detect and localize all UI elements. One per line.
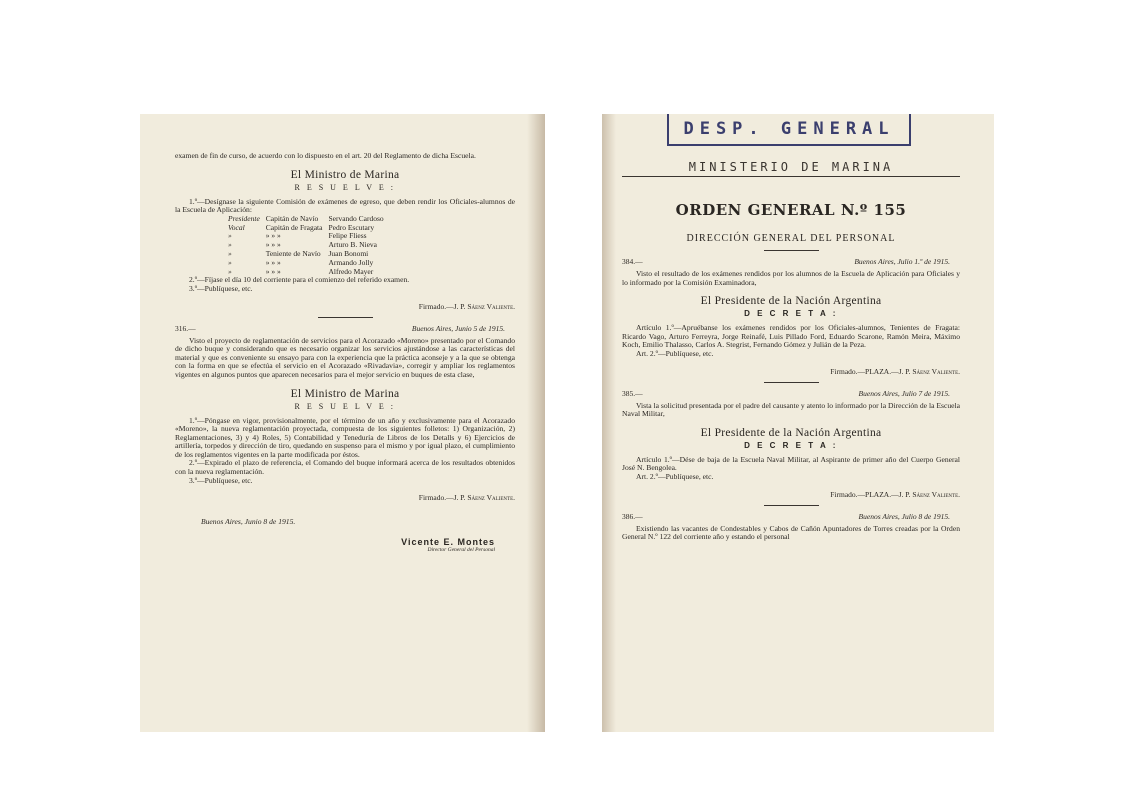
entry-number: 384.—	[622, 257, 643, 266]
roster-row: Vocal Capitán de Fragata Pedro Escutary	[228, 222, 375, 232]
divider	[764, 382, 819, 383]
article-1: 1.º—Desígnase la siguiente Comisión de exámenes de egreso, que deben rendir los Oficiales-alumnos de la Escuela de Aplicación:	[175, 196, 515, 215]
resuelve-2: R E S U E L V E :	[294, 401, 396, 411]
signature-line-1: Firmado.—J. P. Sáenz Valiente.	[418, 301, 515, 311]
article-2-384: Art. 2.º—Publíquese, etc.	[636, 348, 714, 358]
entry-date: Buenos Aires, Julio 1.º de 1915.	[854, 257, 950, 266]
visto-paragraph: Existiendo las vacantes de Condestables y Cabos de Cañón Apuntadores de Torres creadas por la Orden General N.º 122 del corriente año y estando el personal	[622, 523, 960, 542]
minister-heading-2: El Ministro de Marina	[290, 387, 400, 400]
decreta-2: D E C R E T A :	[744, 440, 838, 450]
president-heading-1: El Presidente de la Nación Argentina	[700, 295, 882, 308]
ministry-header: MINISTERIO DE MARINA	[622, 160, 960, 177]
visto-paragraph: Vista la solicitud presentada por el padre del causante y atento lo informado por la Dirección de la Escuela Naval Militar,	[622, 400, 960, 419]
left-page	[140, 114, 545, 732]
signature-line-2: Firmado.—J. P. Sáenz Valiente.	[418, 493, 515, 503]
entry-number: 316.—	[175, 323, 196, 333]
roster-row: » » » » Felipe Fliess	[228, 231, 367, 241]
order-title: ORDEN GENERAL N.º 155	[675, 201, 907, 219]
visto-paragraph: Visto el proyecto de reglamentación de servicios para el Acorazado «Moreno» presentado por el Comando de dicho buque y considerando que es necesario organizar los servicios ajustándose a las características del material y que es conveniente su ensayo para con la experiencia que la práctica aconseje y a la que se obtenga con la forma en que se efectúa el servicio en el Acorazado «Rivadavia», corregir y ampliar los reglamentos vigentes en algunos puntos que aparecen necesarios para el mejor servicio en buques de esta clase,	[175, 335, 515, 379]
roster-row: » » » » Arturo B. Nieva	[228, 240, 377, 250]
right-page	[602, 114, 994, 732]
entry-316-header	[175, 324, 515, 333]
entry-385-header	[622, 389, 960, 398]
entry-number: 385.—	[622, 388, 643, 398]
divider	[764, 250, 819, 251]
article-3: 3.º—Publíquese, etc.	[189, 283, 253, 293]
signatory-role: Director General del Personal	[427, 546, 495, 553]
resuelve-1: R E S U E L V E :	[294, 182, 396, 192]
closing-date: Buenos Aires, Junio 8 de 1915.	[201, 517, 296, 527]
minister-heading-1: El Ministro de Marina	[290, 168, 400, 181]
entry-number: 386.—	[622, 511, 643, 521]
signature-line-384: Firmado.—PLAZA.—J. P. Sáenz Valiente.	[830, 366, 960, 376]
divider	[318, 317, 373, 318]
article-1b: 1.º—Póngase en vigor, provisionalmente, por el término de un año y exclusivamente para el Acorazado «Moreno», la nueva reglamentación proyectada, compuesta de los siguientes folletos: 1) Organización, 2) Reglamentaciones, 3) y 4) Roles, 5) Contabilidad y Teneduría de Libros de los Detalls y 6) Ejercicios de artillería, torpedos y dirección de tiro, quedando en suspenso para el mismo y por igual plazo, el cumplimiento de los reglamentos vigentes en la parte modificada por éstos.	[175, 415, 515, 459]
entry-384-header	[622, 257, 960, 266]
divider	[764, 505, 819, 506]
direction-title: DIRECCIÓN GENERAL DEL PERSONAL	[686, 233, 896, 244]
roster-row: Presidente Capitán de Navío Servando Cardoso	[228, 213, 384, 223]
dispatch-stamp: DESP. GENERAL	[667, 114, 911, 146]
signatory-block	[175, 537, 495, 553]
roster-row: » » » » Armando Jolly	[228, 257, 374, 267]
signatory-name: Vicente E. Montes	[401, 536, 495, 547]
article-3b: 3.º—Publíquese, etc.	[189, 475, 253, 485]
article-2b: 2.º—Expirado el plazo de referencia, el Comando del buque informará acerca de los resultados obtenidos con la nueva reglamentación.	[175, 458, 515, 477]
entry-date: Buenos Aires, Julio 7 de 1915.	[858, 388, 950, 398]
entry-386-header	[622, 512, 960, 521]
entry-date: Buenos Aires, Julio 8 de 1915.	[858, 511, 950, 521]
article-2-385: Art. 2.º—Publíquese, etc.	[636, 471, 714, 481]
entry-date: Buenos Aires, Junio 5 de 1915.	[411, 323, 505, 333]
intro-paragraph: examen de fin de curso, de acuerdo con lo dispuesto en el art. 20 del Reglamento de dicha Escuela.	[175, 151, 476, 160]
roster-row: » Teniente de Navío Juan Bonomi	[228, 248, 369, 258]
visto-paragraph: Visto el resultado de los exámenes rendidos por los alumnos de la Escuela de Aplicación para Oficiales y lo informado por la Comisión Examinadora,	[622, 269, 960, 287]
signature-line-385: Firmado.—PLAZA.—J. P. Sáenz Valiente.	[830, 489, 960, 499]
roster-row: » » » » Alfredo Mayer	[228, 266, 374, 276]
article-1-384: Artículo 1.º—Apruébanse los exámenes rendidos por los Oficiales-alumnos, Tenientes de Fragata: Ricardo Vago, Arturo Ferreyra, Jorge Reinafé, Luis Pillado Ford, Eduardo Scarone, Ramón Meira, Máximo Koch, Emilio Thalasso, Carlos A. Stegrist, Fernando Gómez y Julián de la Peza.	[622, 323, 960, 350]
president-heading-2: El Presidente de la Nación Argentina	[700, 426, 882, 439]
commission-roster	[225, 215, 387, 277]
article-2: 2.º—Fíjase el día 10 del corriente para el comienzo del referido examen.	[189, 275, 410, 285]
article-1-385: Artículo 1.º—Dése de baja de la Escuela Naval Militar, al Aspirante de primer año del Cuerpo General José N. Bengolea.	[622, 454, 960, 473]
decreta-1: D E C R E T A :	[744, 309, 838, 319]
